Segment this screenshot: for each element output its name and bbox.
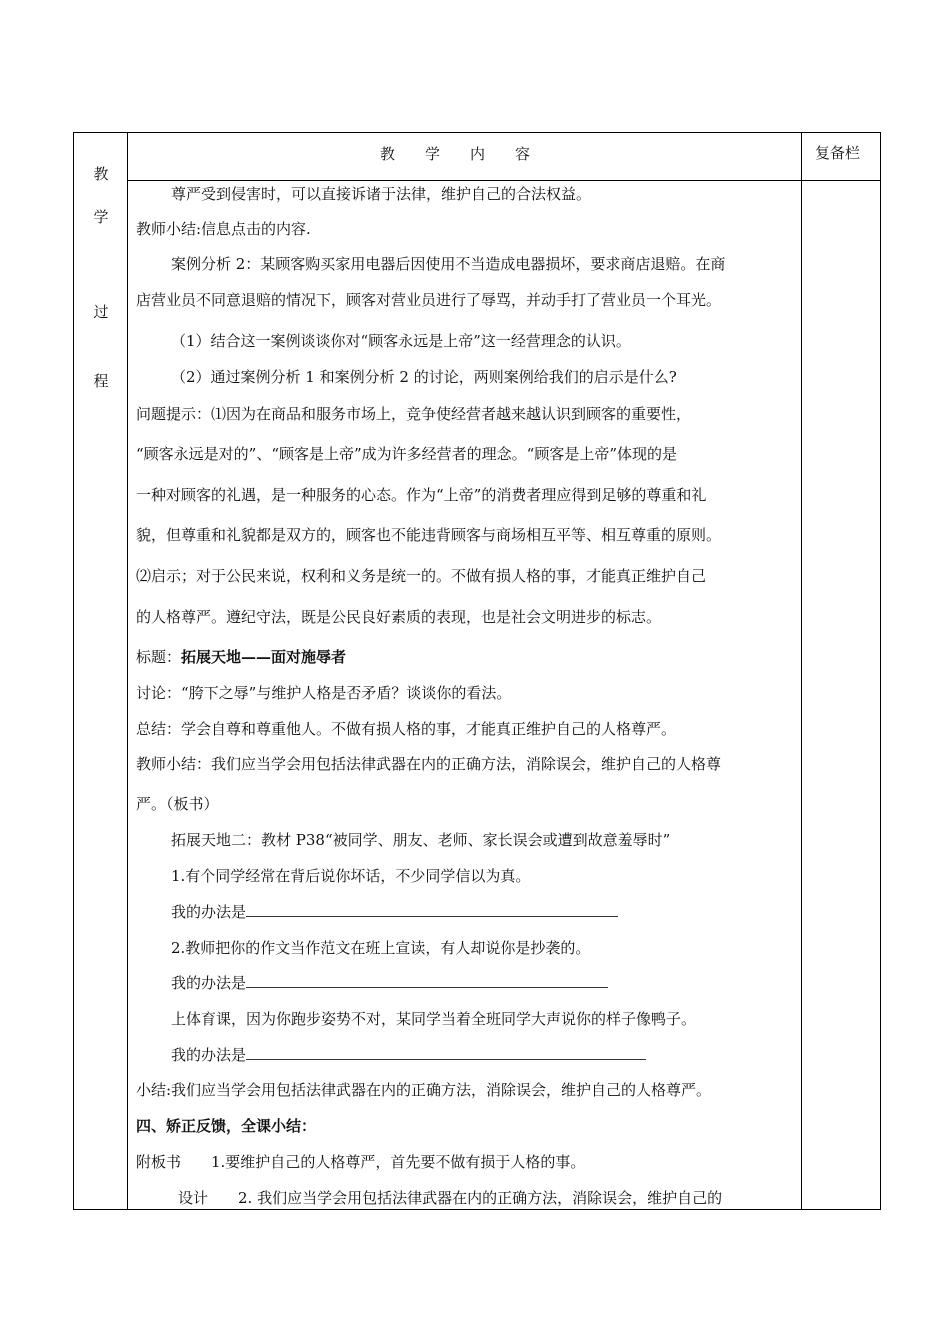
content-line: “顾客永远是对的”、“顾客是上帝”成为许多经营者的理念。“顾客是上帝”体现的是 [136,445,678,463]
section-heading: 四、矫正反馈，全课小结： [136,1117,317,1135]
answer-label: 我的办法是 [171,1046,247,1064]
answer-label: 我的办法是 [171,903,247,921]
column-divider-right [801,133,802,1209]
header-title: 教 学 内 容 [380,145,531,163]
column-divider-left [127,133,128,1209]
content-line: 严。（板书） [136,795,219,813]
content-line: 附板书 1.要维护自己的人格尊严，首先要不做有损于人格的事。 [136,1153,586,1171]
side-label-char: 教 [93,165,109,183]
side-label-char: 过 [93,303,109,321]
content-line: 问题提示：⑴因为在商品和服务市场上，竞争使经营者越来越认识到顾客的重要性， [136,405,692,423]
content-line: 案例分析 2：某顾客购买家用电器后因使用不当造成电器损坏，要求商店退赔。在商 [171,255,726,273]
answer-line [171,1045,646,1065]
content-line: 一种对顾客的礼遇，是一种服务的心态。作为“上帝”的消费者理应得到足够的尊重和礼 [136,486,707,504]
answer-blank[interactable] [246,902,618,917]
content-line: 总结：学会自尊和尊重他人。不做有损人格的事，才能真正维护自己的人格尊严。 [136,720,677,738]
heading-title: 拓展天地——面对施辱者 [181,648,347,666]
content-line: （1）结合这一案例谈谈你对“顾客永远是上帝”这一经营理念的认识。 [171,332,631,350]
content-line: 2.教师把你的作文当作范文在班上宣读，有人却说你是抄袭的。 [171,939,591,957]
answer-label: 我的办法是 [171,974,247,992]
answer-blank[interactable] [246,973,608,988]
content-line: 小结:我们应当学会用包括法律武器在内的正确方法，消除误会，维护自己的人格尊严。 [136,1081,712,1099]
content-line: 教师小结：我们应当学会用包括法律武器在内的正确方法，消除误会，维护自己的人格尊 [136,755,722,773]
content-line: 教师小结:信息点击的内容. [136,220,311,238]
heading-label: 标题： [136,648,182,666]
content-line: 讨论：“胯下之辱”与维护人格是否矛盾？谈谈你的看法。 [136,684,512,702]
header-review-column: 复备栏 [815,144,861,162]
lesson-table [73,132,881,1210]
header-divider [127,180,880,181]
content-line: （2）通过案例分析 1 和案例分析 2 的讨论，两则案例给我们的启示是什么? [171,368,677,386]
answer-line [171,902,618,922]
side-label-char: 程 [93,372,109,390]
content-line: 尊严受到侵害时，可以直接诉诸于法律，维护自己的合法权益。 [171,185,592,203]
content-line: ⑵启示；对于公民来说，权利和义务是统一的。不做有损人格的事，才能真正维护自己 [136,567,707,585]
content-line: 设计 2. 我们应当学会用包括法律武器在内的正确方法，消除误会，维护自己的 [178,1189,723,1207]
content-line: 上体育课，因为你跑步姿势不对，某同学当着全班同学大声说你的样子像鸭子。 [171,1010,697,1028]
content-line: 店营业员不同意退赔的情况下，顾客对营业员进行了辱骂，并动手打了营业员一个耳光。 [136,291,722,309]
content-line: 的人格尊严。遵纪守法，既是公民良好素质的表现，也是社会文明进步的标志。 [136,608,662,626]
answer-blank[interactable] [246,1045,646,1060]
content-line: 1.有个同学经常在背后说你坏话，不少同学信以为真。 [171,867,531,885]
content-line: 貌，但尊重和礼貌都是双方的，顾客也不能违背顾客与商场相互平等、相互尊重的原则。 [136,526,722,544]
section-heading [136,647,346,667]
content-line: 拓展天地二：教材 P38“被同学、朋友、老师、家长误会或遭到故意羞辱时” [171,831,671,849]
side-label-char: 学 [93,208,109,226]
answer-line [171,973,608,993]
